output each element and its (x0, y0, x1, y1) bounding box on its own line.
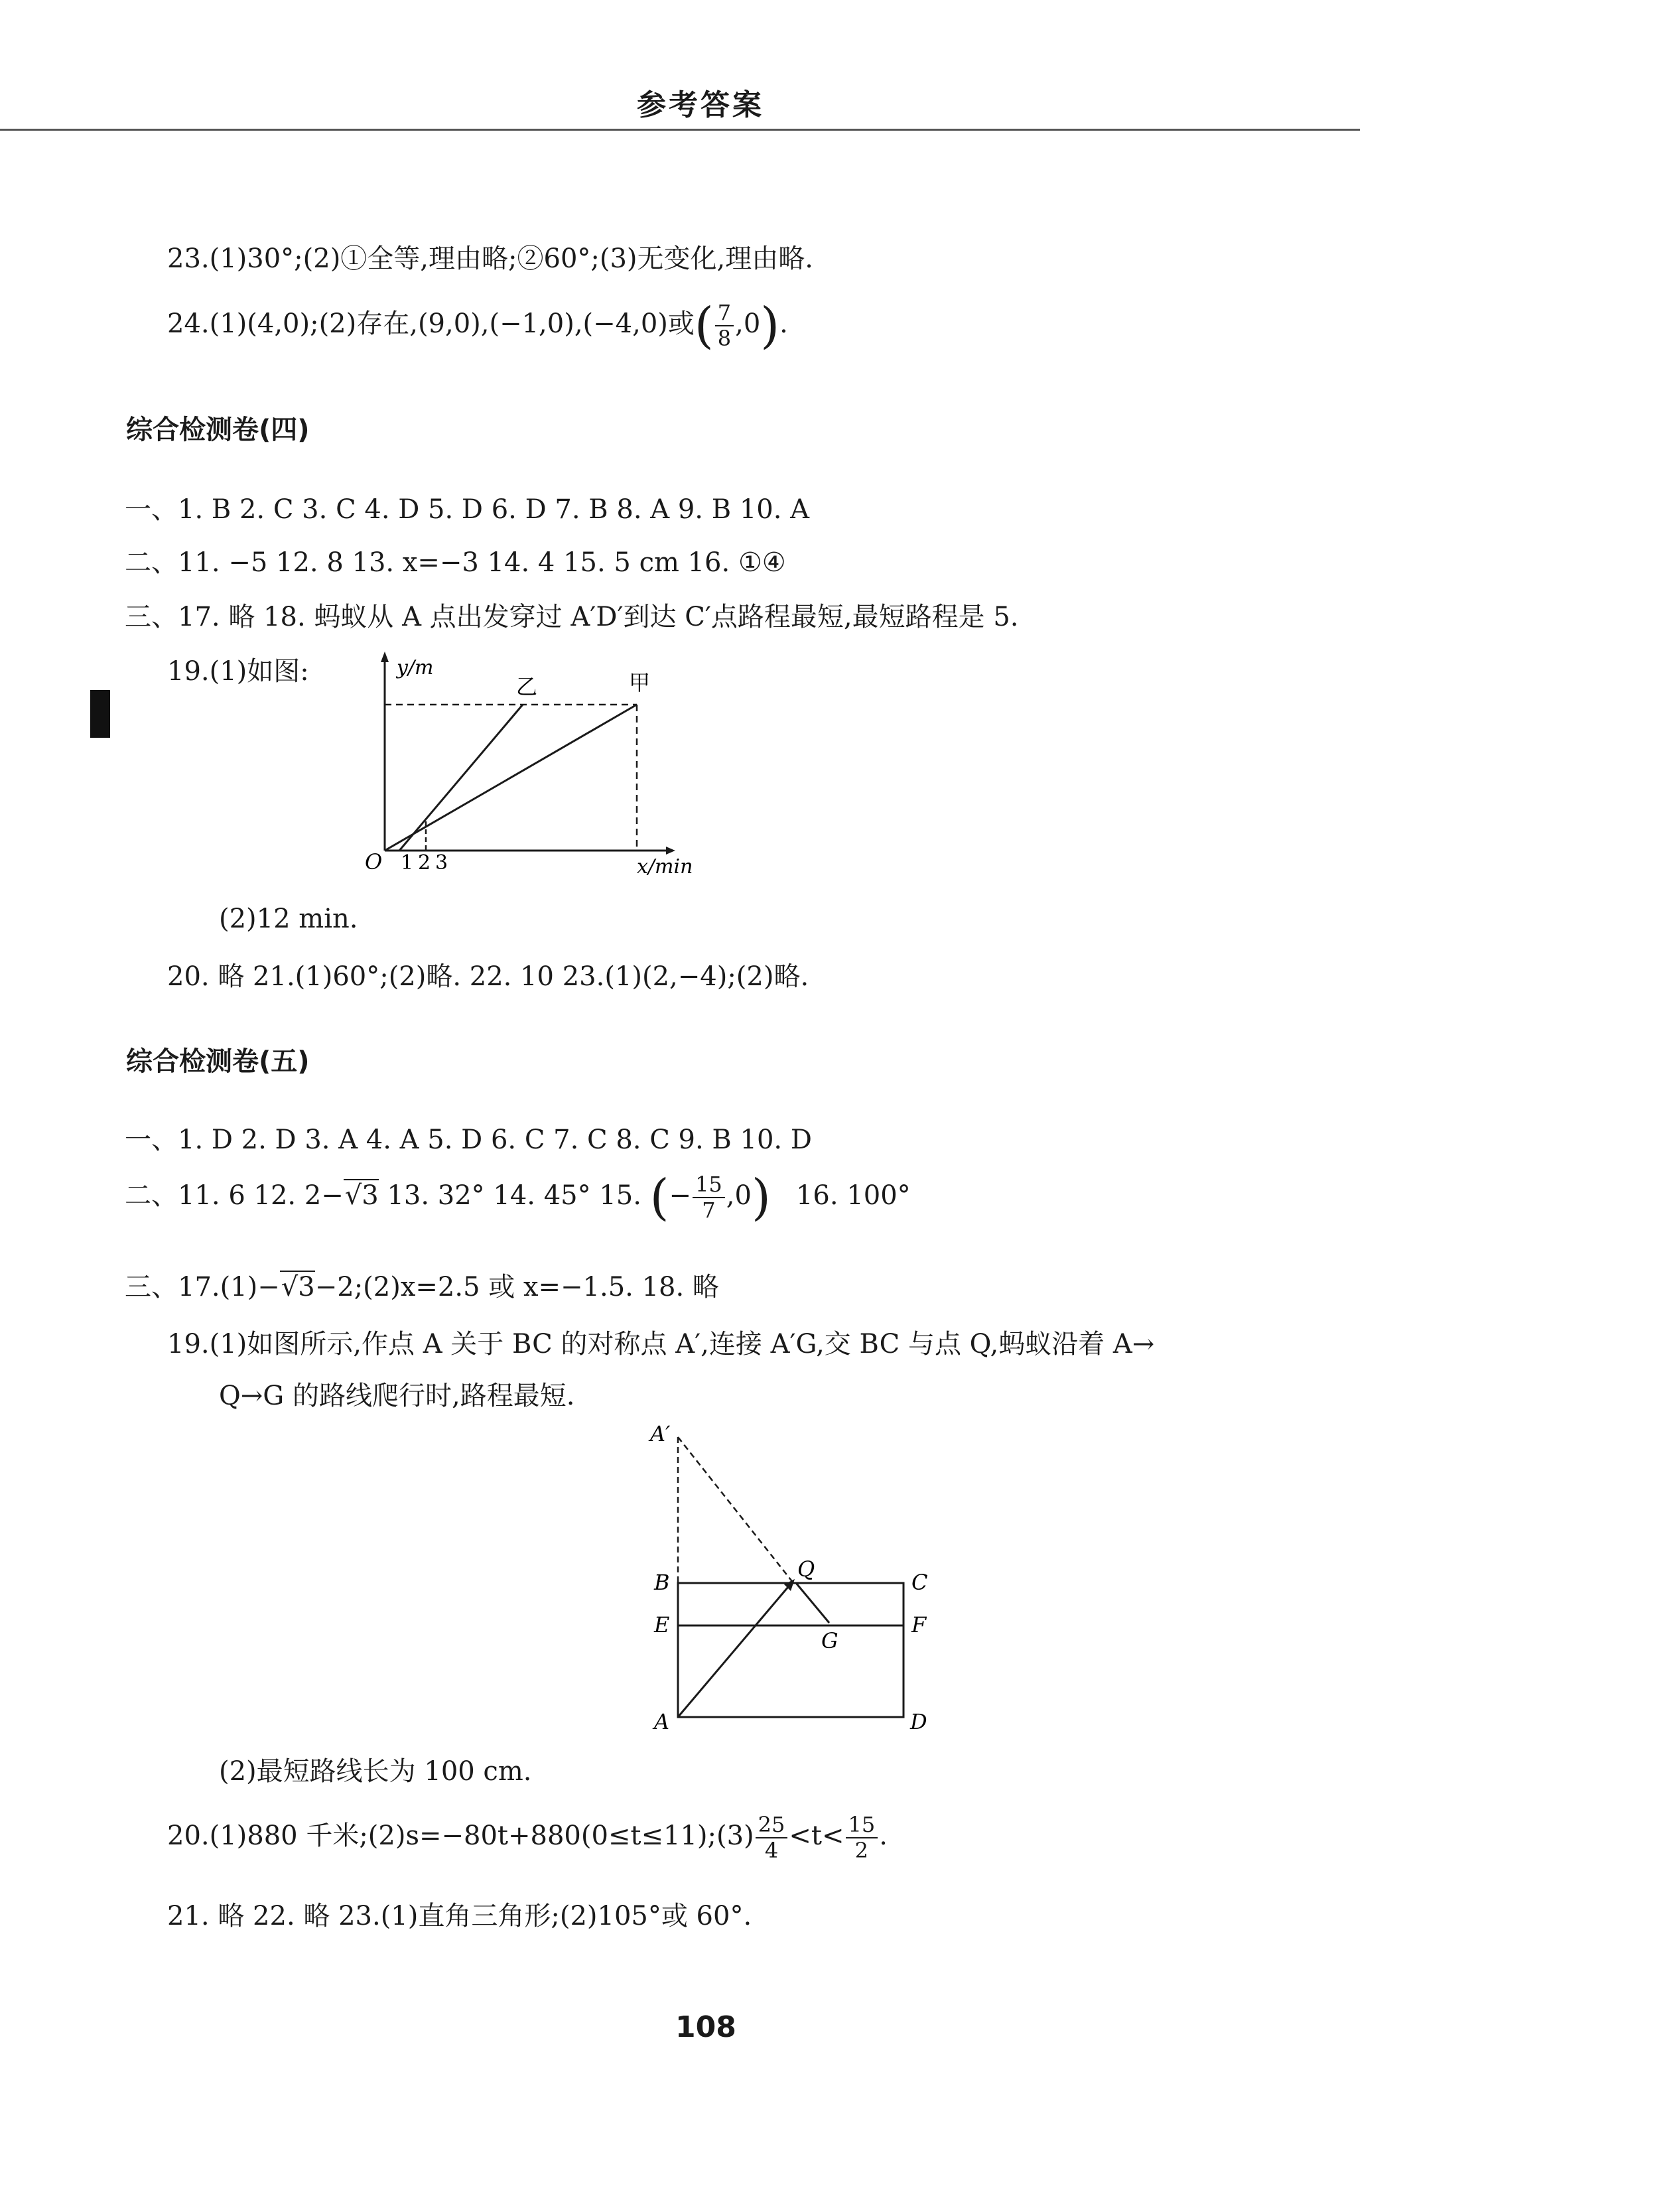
s5-answer-19-line1: 19.(1)如图所示,作点 A 关于 BC 的对称点 A′,连接 A′G,交 BC 与点 Q,蚂蚁沿着 A→ (167, 1329, 1155, 1359)
s4-multiple-choice: 一、1. B 2. C 3. C 4. D 5. D 6. D 7. B 8. A 9. B 10. A (125, 494, 810, 525)
label-c: C (911, 1570, 928, 1595)
page-header-title: 参考答案 (637, 88, 764, 122)
distance-time-graph (345, 644, 703, 882)
sqrt-3-b: √3 (281, 1272, 315, 1302)
s5-fill-blanks: 二、11. 6 12. 2−√3 13. 32° 14. 45° 15. (− $\frac{15}{7}$ ,0) 16. 100° (125, 1169, 911, 1226)
fraction-7-8: $\frac{7}{8}$ (715, 301, 734, 351)
label-f: F (911, 1612, 927, 1637)
label-a: A (654, 1709, 670, 1734)
label-g: G (821, 1628, 838, 1653)
graph-line-yi (399, 705, 523, 851)
graph-tick-3: 3 (435, 851, 448, 874)
s5-answer-19-part2: (2)最短路线长为 100 cm. (219, 1756, 532, 1787)
graph-label-jia: 甲 (629, 670, 651, 695)
graph-line-jia (385, 705, 637, 851)
label-a-prime: A′ (650, 1421, 671, 1446)
path-a-to-q (678, 1587, 788, 1717)
s4-answer-19-1: 19.(1)如图: (167, 656, 309, 687)
rectangle-abcd (678, 1583, 903, 1717)
graph-origin-label: O (365, 849, 383, 874)
s4-answer-19-2: (2)12 min. (219, 904, 358, 934)
s5-answers-21-23: 21. 略 22. 略 23.(1)直角三角形;(2)105°或 60°. (167, 1901, 752, 1931)
section-5-title: 综合检测卷(五) (126, 1046, 310, 1077)
scan-edge-mark (90, 690, 110, 738)
s5-answer-19-line2: Q→G 的路线爬行时,路程最短. (219, 1381, 575, 1411)
graph-y-label: y/m (397, 656, 434, 679)
graph-tick-1: 1 (401, 851, 414, 874)
graph-x-arrow (666, 847, 675, 855)
s4-fill-blanks: 二、11. −5 12. 8 13. x=−3 14. 4 15. 5 cm 16. ①④ (125, 547, 786, 578)
s4-answers-20-23: 20. 略 21.(1)60°;(2)略. 22. 10 23.(1)(2,−4);(2)略. (167, 961, 809, 992)
s5-answers-17-18: 三、17.(1)−√3−2;(2)x=2.5 或 x=−1.5. 18. 略 (125, 1272, 719, 1302)
fraction-25-4: $\frac{25}{4}$ (756, 1813, 788, 1863)
graph-x-label: x/min (637, 855, 693, 878)
label-d: D (910, 1709, 927, 1734)
answer-24-text: 24.(1)(4,0);(2)存在,(9,0),(−1,0),(−4,0)或 (167, 309, 695, 339)
label-e: E (654, 1612, 670, 1637)
header-rule (0, 129, 1360, 131)
graph-y-arrow (381, 652, 389, 662)
label-b: B (654, 1570, 670, 1595)
section-4-title: 综合检测卷(四) (126, 415, 310, 445)
s4-answers-17-18: 三、17. 略 18. 蚂蚁从 A 点出发穿过 A′D′到达 C′点路程最短,最短路程是 5. (125, 602, 1019, 632)
s5-multiple-choice: 一、1. D 2. D 3. A 4. A 5. D 6. C 7. C 8. C 9. B 10. D (125, 1125, 812, 1155)
graph-tick-2: 2 (418, 851, 431, 874)
sqrt-3: √3 (344, 1180, 379, 1211)
s5-answer-20: 20.(1)880 千米;(2)s=−80t+880(0≤t≤11);(3) $\frac{25}{4}$ <t< $\frac{15}{2}$ . (167, 1812, 888, 1863)
answer-24: 24.(1)(4,0);(2)存在,(9,0),(−1,0),(−4,0)或( $\frac{7}{8}$ ,0). (167, 297, 788, 354)
fraction-15-7: $\frac{15}{7}$ (693, 1172, 725, 1223)
page-number: 108 (675, 2010, 736, 2044)
path-q-to-g (796, 1583, 829, 1623)
label-q: Q (797, 1556, 815, 1582)
reflection-dashed-diagonal (678, 1437, 793, 1583)
ant-path-diagram (630, 1420, 949, 1745)
fraction-15-2: $\frac{15}{2}$ (846, 1813, 878, 1863)
answer-23: 23.(1)30°;(2)①全等,理由略;②60°;(3)无变化,理由略. (167, 243, 813, 274)
graph-label-yi: 乙 (516, 674, 538, 699)
